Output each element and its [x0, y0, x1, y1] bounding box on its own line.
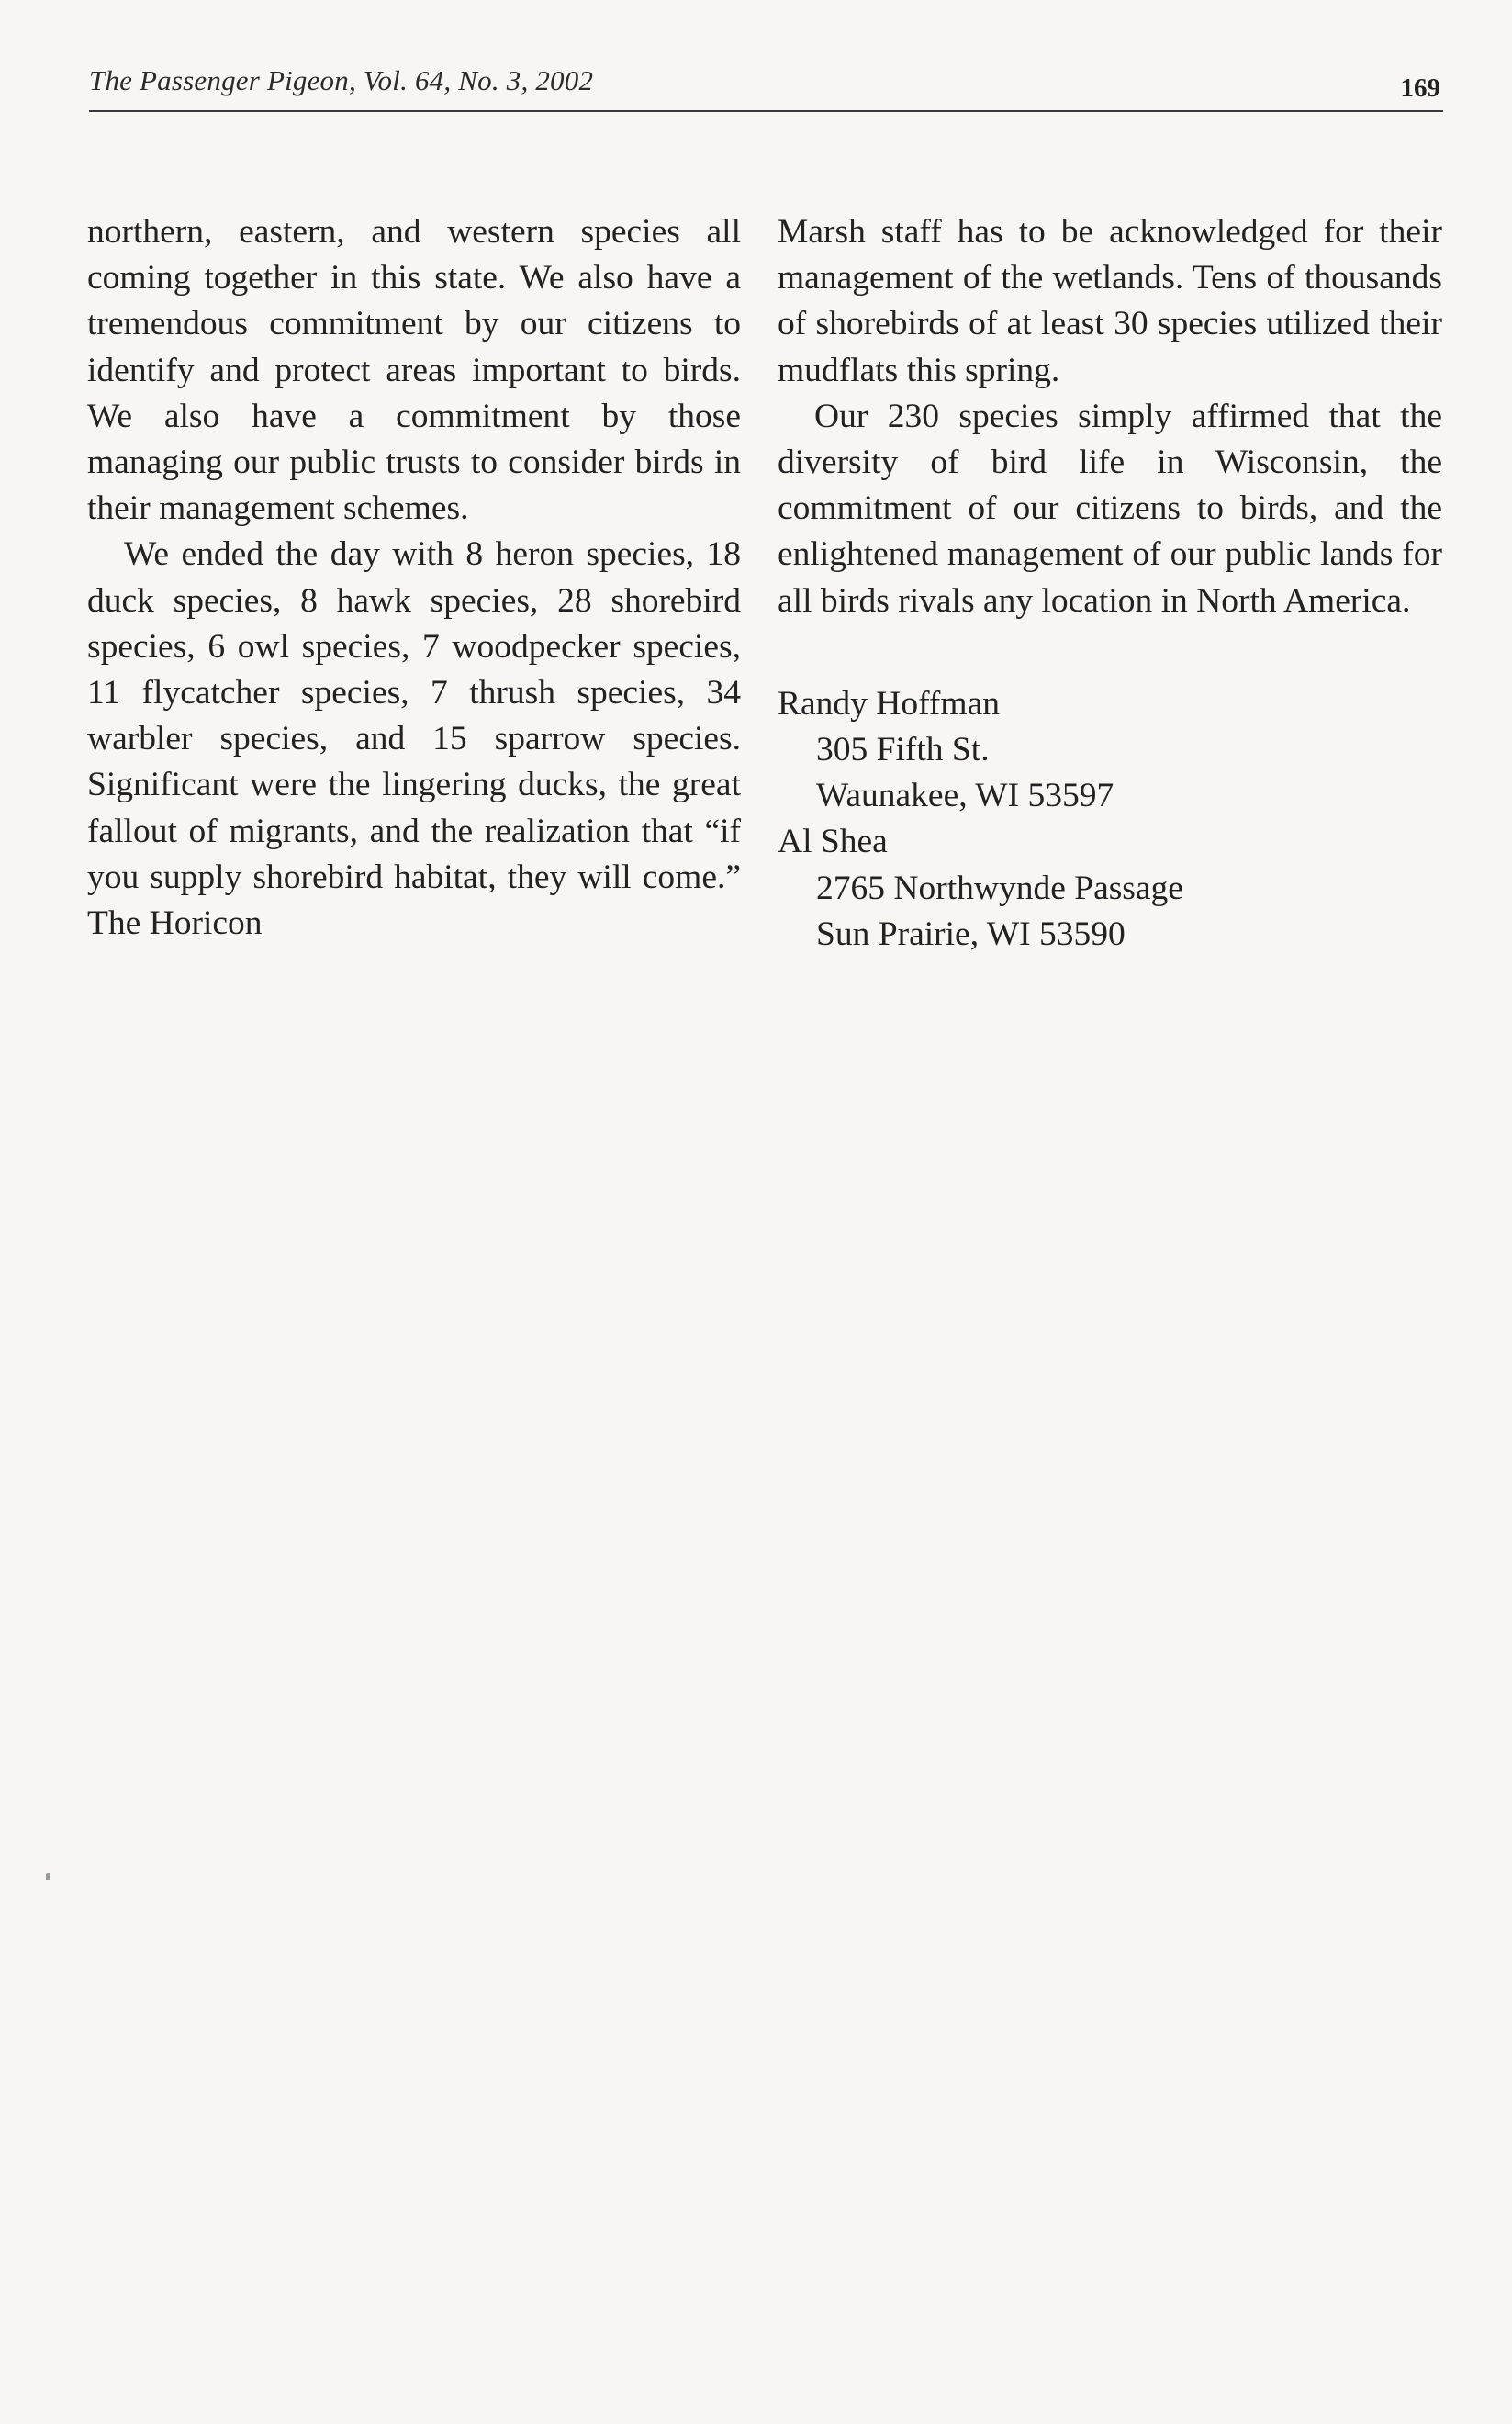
author-2-name: Al Shea — [778, 823, 888, 861]
author-2-city: Sun Prairie, WI 53590 — [816, 915, 1126, 953]
left-paragraph-1: northern, eastern, and western species all coming together in this state. We also have a tremendous commitment by our citizens to identify and protect areas important to birds. We also have a commitment by those managing our public trusts to consider birds in their management schemes. — [87, 213, 741, 528]
author-2-street: 2765 Northwynde Passage — [816, 869, 1183, 907]
author-1-street: 305 Fifth St. — [816, 731, 990, 769]
header-rule — [89, 110, 1443, 112]
right-column — [778, 209, 1442, 958]
page-number: 169 — [1400, 73, 1440, 103]
left-column — [87, 209, 741, 947]
running-head: The Passenger Pigeon, Vol. 64, No. 3, 2002 — [89, 64, 594, 96]
right-paragraph-2: Our 230 species simply affirmed that the diversity of bird life in Wisconsin, the commitment of our citizens to birds, and the enlightened management of our public lands for all birds rivals any location in North America. — [778, 397, 1442, 620]
scan-speck — [46, 1873, 50, 1880]
author-signature-block — [778, 681, 1442, 958]
author-1-city: Waunakee, WI 53597 — [816, 777, 1114, 815]
author-1-name: Randy Hoffman — [778, 684, 1000, 723]
right-paragraph-1: Marsh staff has to be acknowledged for their management of the wetlands. Tens of thousands of shorebirds of at least 30 species utilized their mudflats this spring. — [778, 213, 1442, 389]
left-paragraph-2: We ended the day with 8 heron species, 18 duck species, 8 hawk species, 28 shorebird species, 6 owl species, 7 woodpecker species, 11 flycatcher species, 7 thrush species, 34 warbler species, and 15 sparrow species. Significant were the lingering ducks, the great fallout of migrants, and the realization that “if you supply shorebird habitat, they will come.” The Horicon — [87, 535, 741, 943]
